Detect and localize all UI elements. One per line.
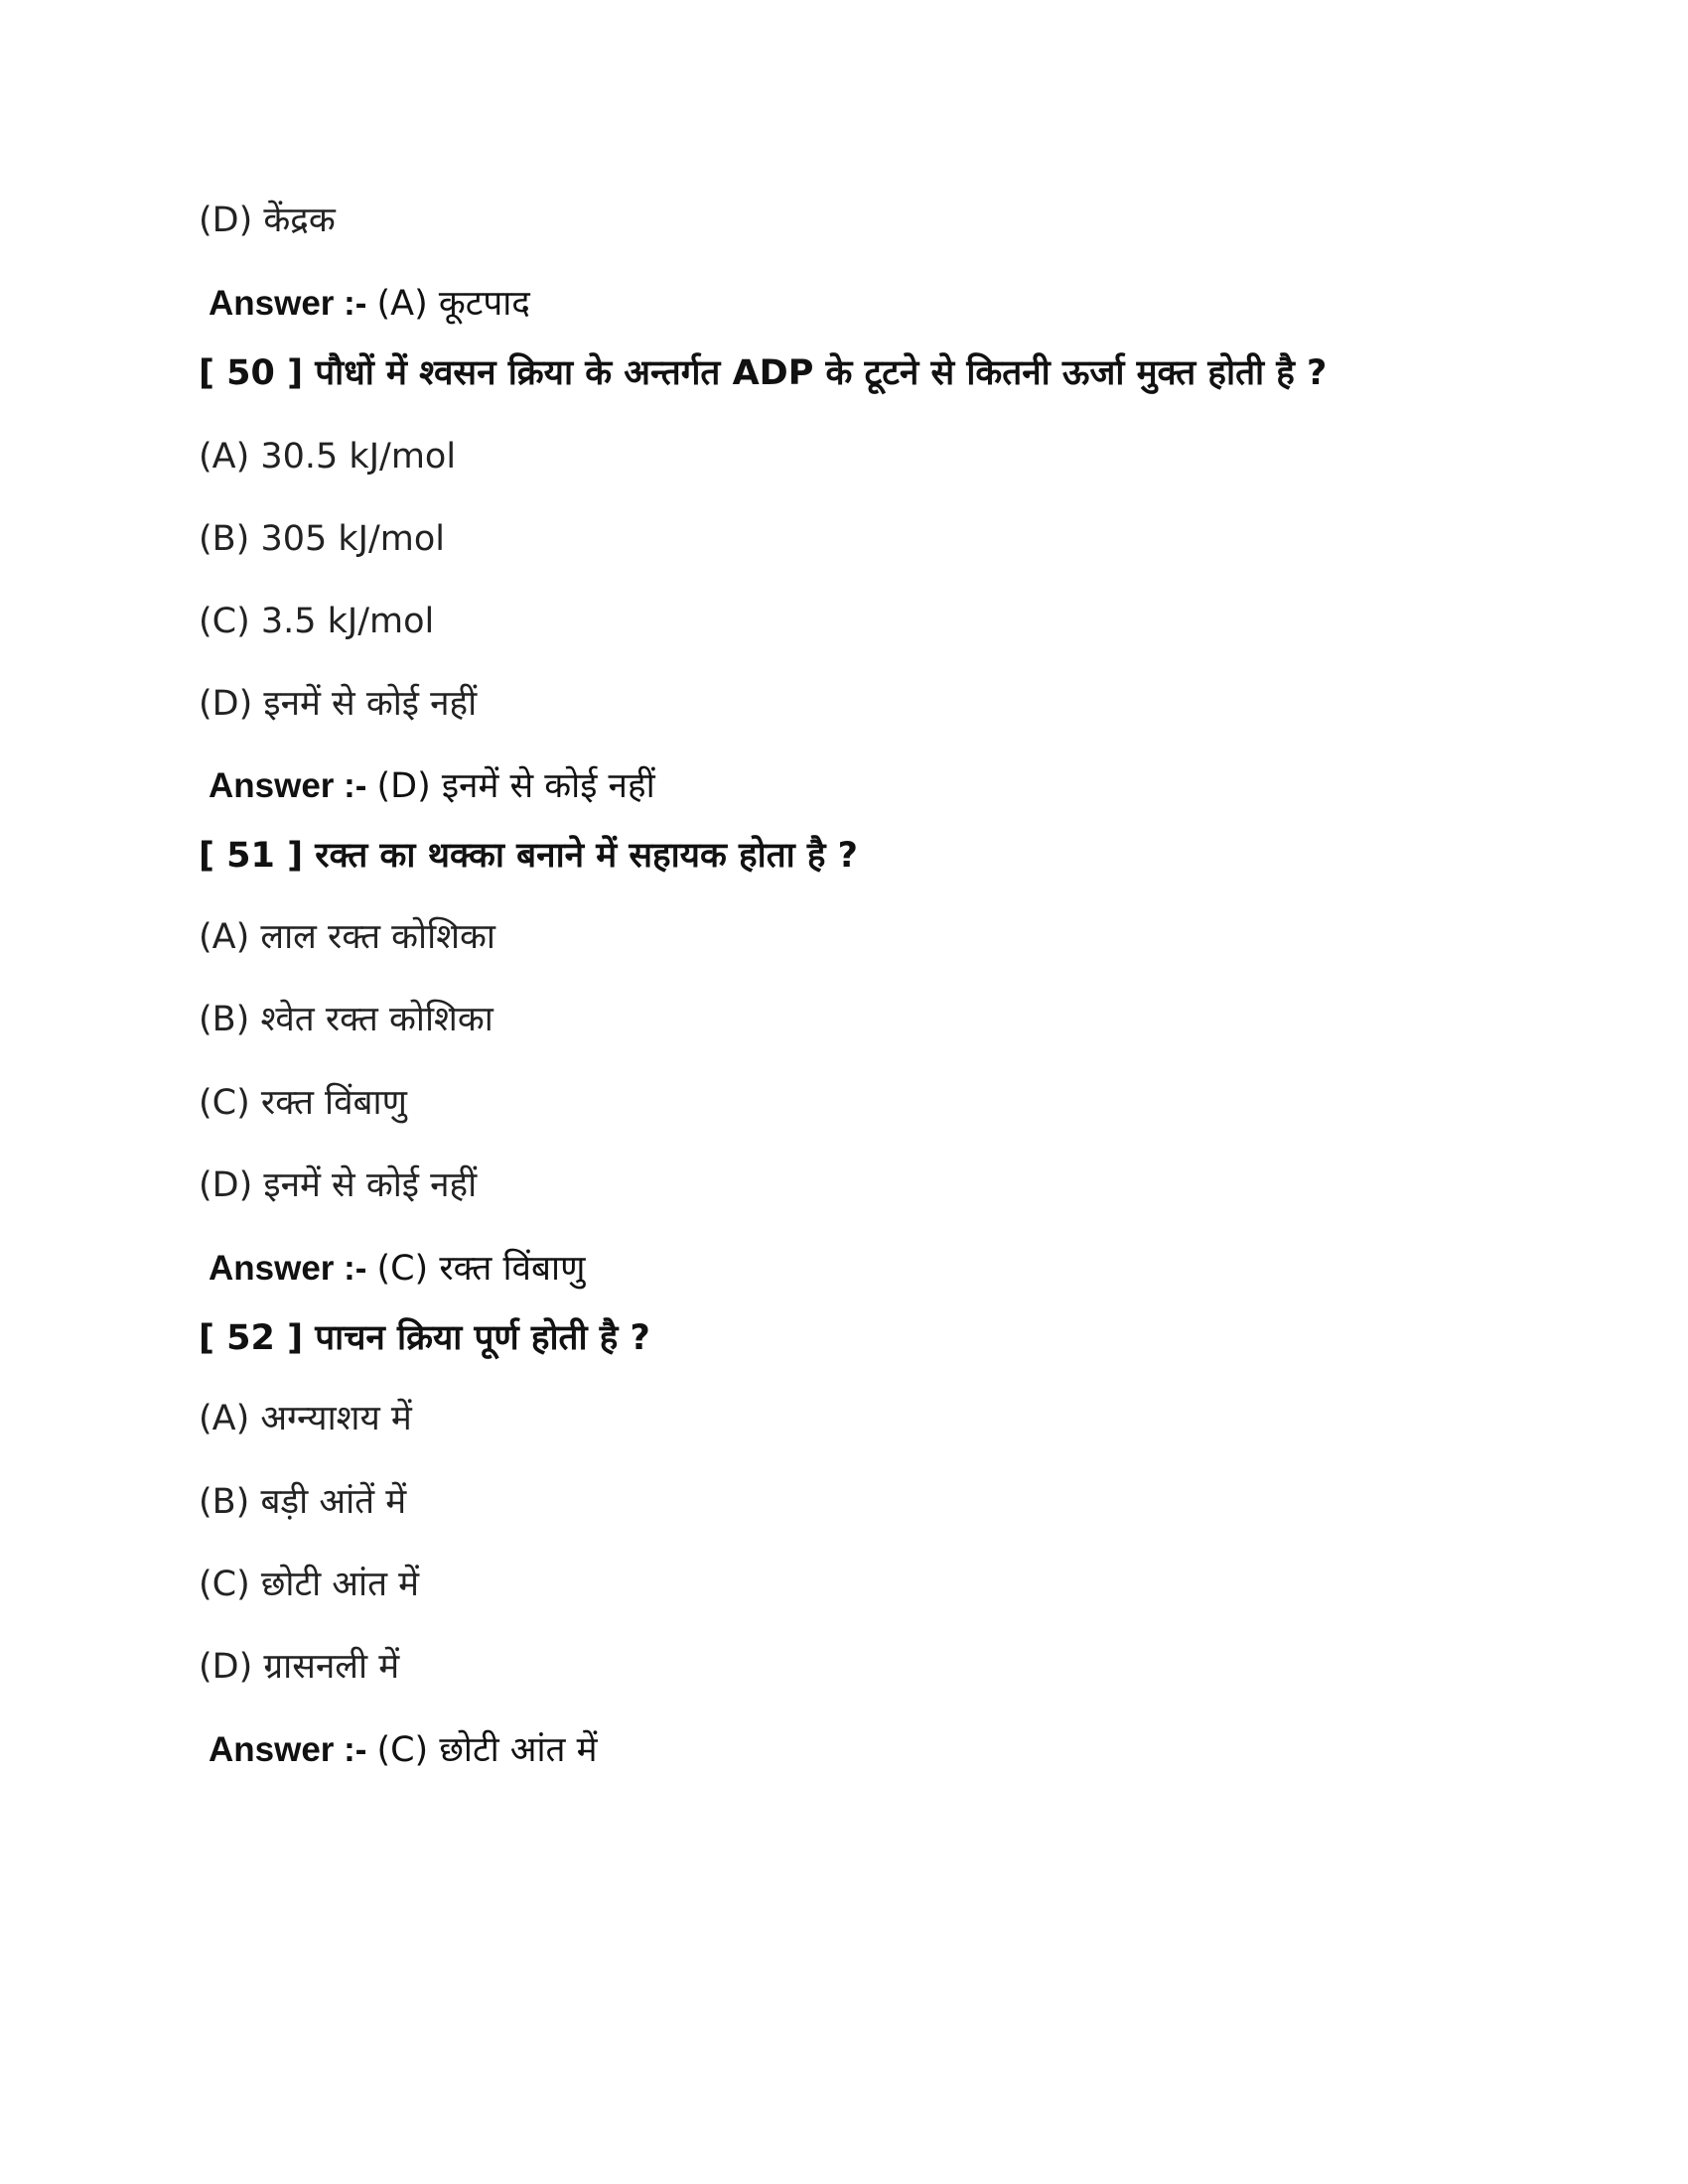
answer-value: (C) रक्त विंबाणु	[376, 1249, 586, 1289]
question-52-option-c: (C) छोटी आंत में	[199, 1565, 420, 1604]
question-50-answer	[209, 762, 655, 810]
answer-label: Answer :-	[209, 1249, 367, 1288]
question-52-option-b: (B) बड़ी आंतें में	[199, 1482, 407, 1522]
question-50-option-a: (A) 30.5 kJ/mol	[199, 437, 457, 477]
question-51-title: [ 51 ] रक्त का थक्का बनाने में सहायक होता है ?	[199, 836, 858, 876]
prev-question-option-d: (D) केंद्रक	[199, 201, 336, 240]
answer-label: Answer :-	[209, 1730, 367, 1769]
answer-label: Answer :-	[209, 766, 367, 805]
question-50-option-d: (D) इनमें से कोई नहीं	[199, 684, 478, 724]
question-51-option-c: (C) रक्त विंबाणु	[199, 1083, 407, 1123]
question-51-option-a: (A) लाल रक्त कोशिका	[199, 917, 495, 957]
answer-value: (D) इनमें से कोई नहीं	[376, 766, 655, 806]
question-52-answer	[209, 1726, 598, 1774]
question-50-option-b: (B) 305 kJ/mol	[199, 519, 445, 559]
question-52-option-a: (A) अग्न्याशय में	[199, 1399, 412, 1438]
question-50-option-c: (C) 3.5 kJ/mol	[199, 602, 435, 641]
answer-label: Answer :-	[209, 284, 367, 323]
prev-question-answer	[209, 280, 530, 328]
answer-value: (A) कूटपाद	[376, 284, 530, 324]
question-51-answer	[209, 1245, 585, 1293]
answer-value: (C) छोटी आंत में	[376, 1730, 598, 1770]
question-51-option-d: (D) इनमें से कोई नहीं	[199, 1165, 478, 1205]
question-52-option-d: (D) ग्रासनली में	[199, 1647, 400, 1687]
question-52-title: [ 52 ] पाचन क्रिया पूर्ण होती है ?	[199, 1318, 650, 1358]
question-51-option-b: (B) श्वेत रक्त कोशिका	[199, 1000, 493, 1039]
question-50-title: [ 50 ] पौधों में श्वसन क्रिया के अन्तर्गत ADP के टूटने से कितनी ऊर्जा मुक्त होती है ?	[199, 353, 1328, 393]
